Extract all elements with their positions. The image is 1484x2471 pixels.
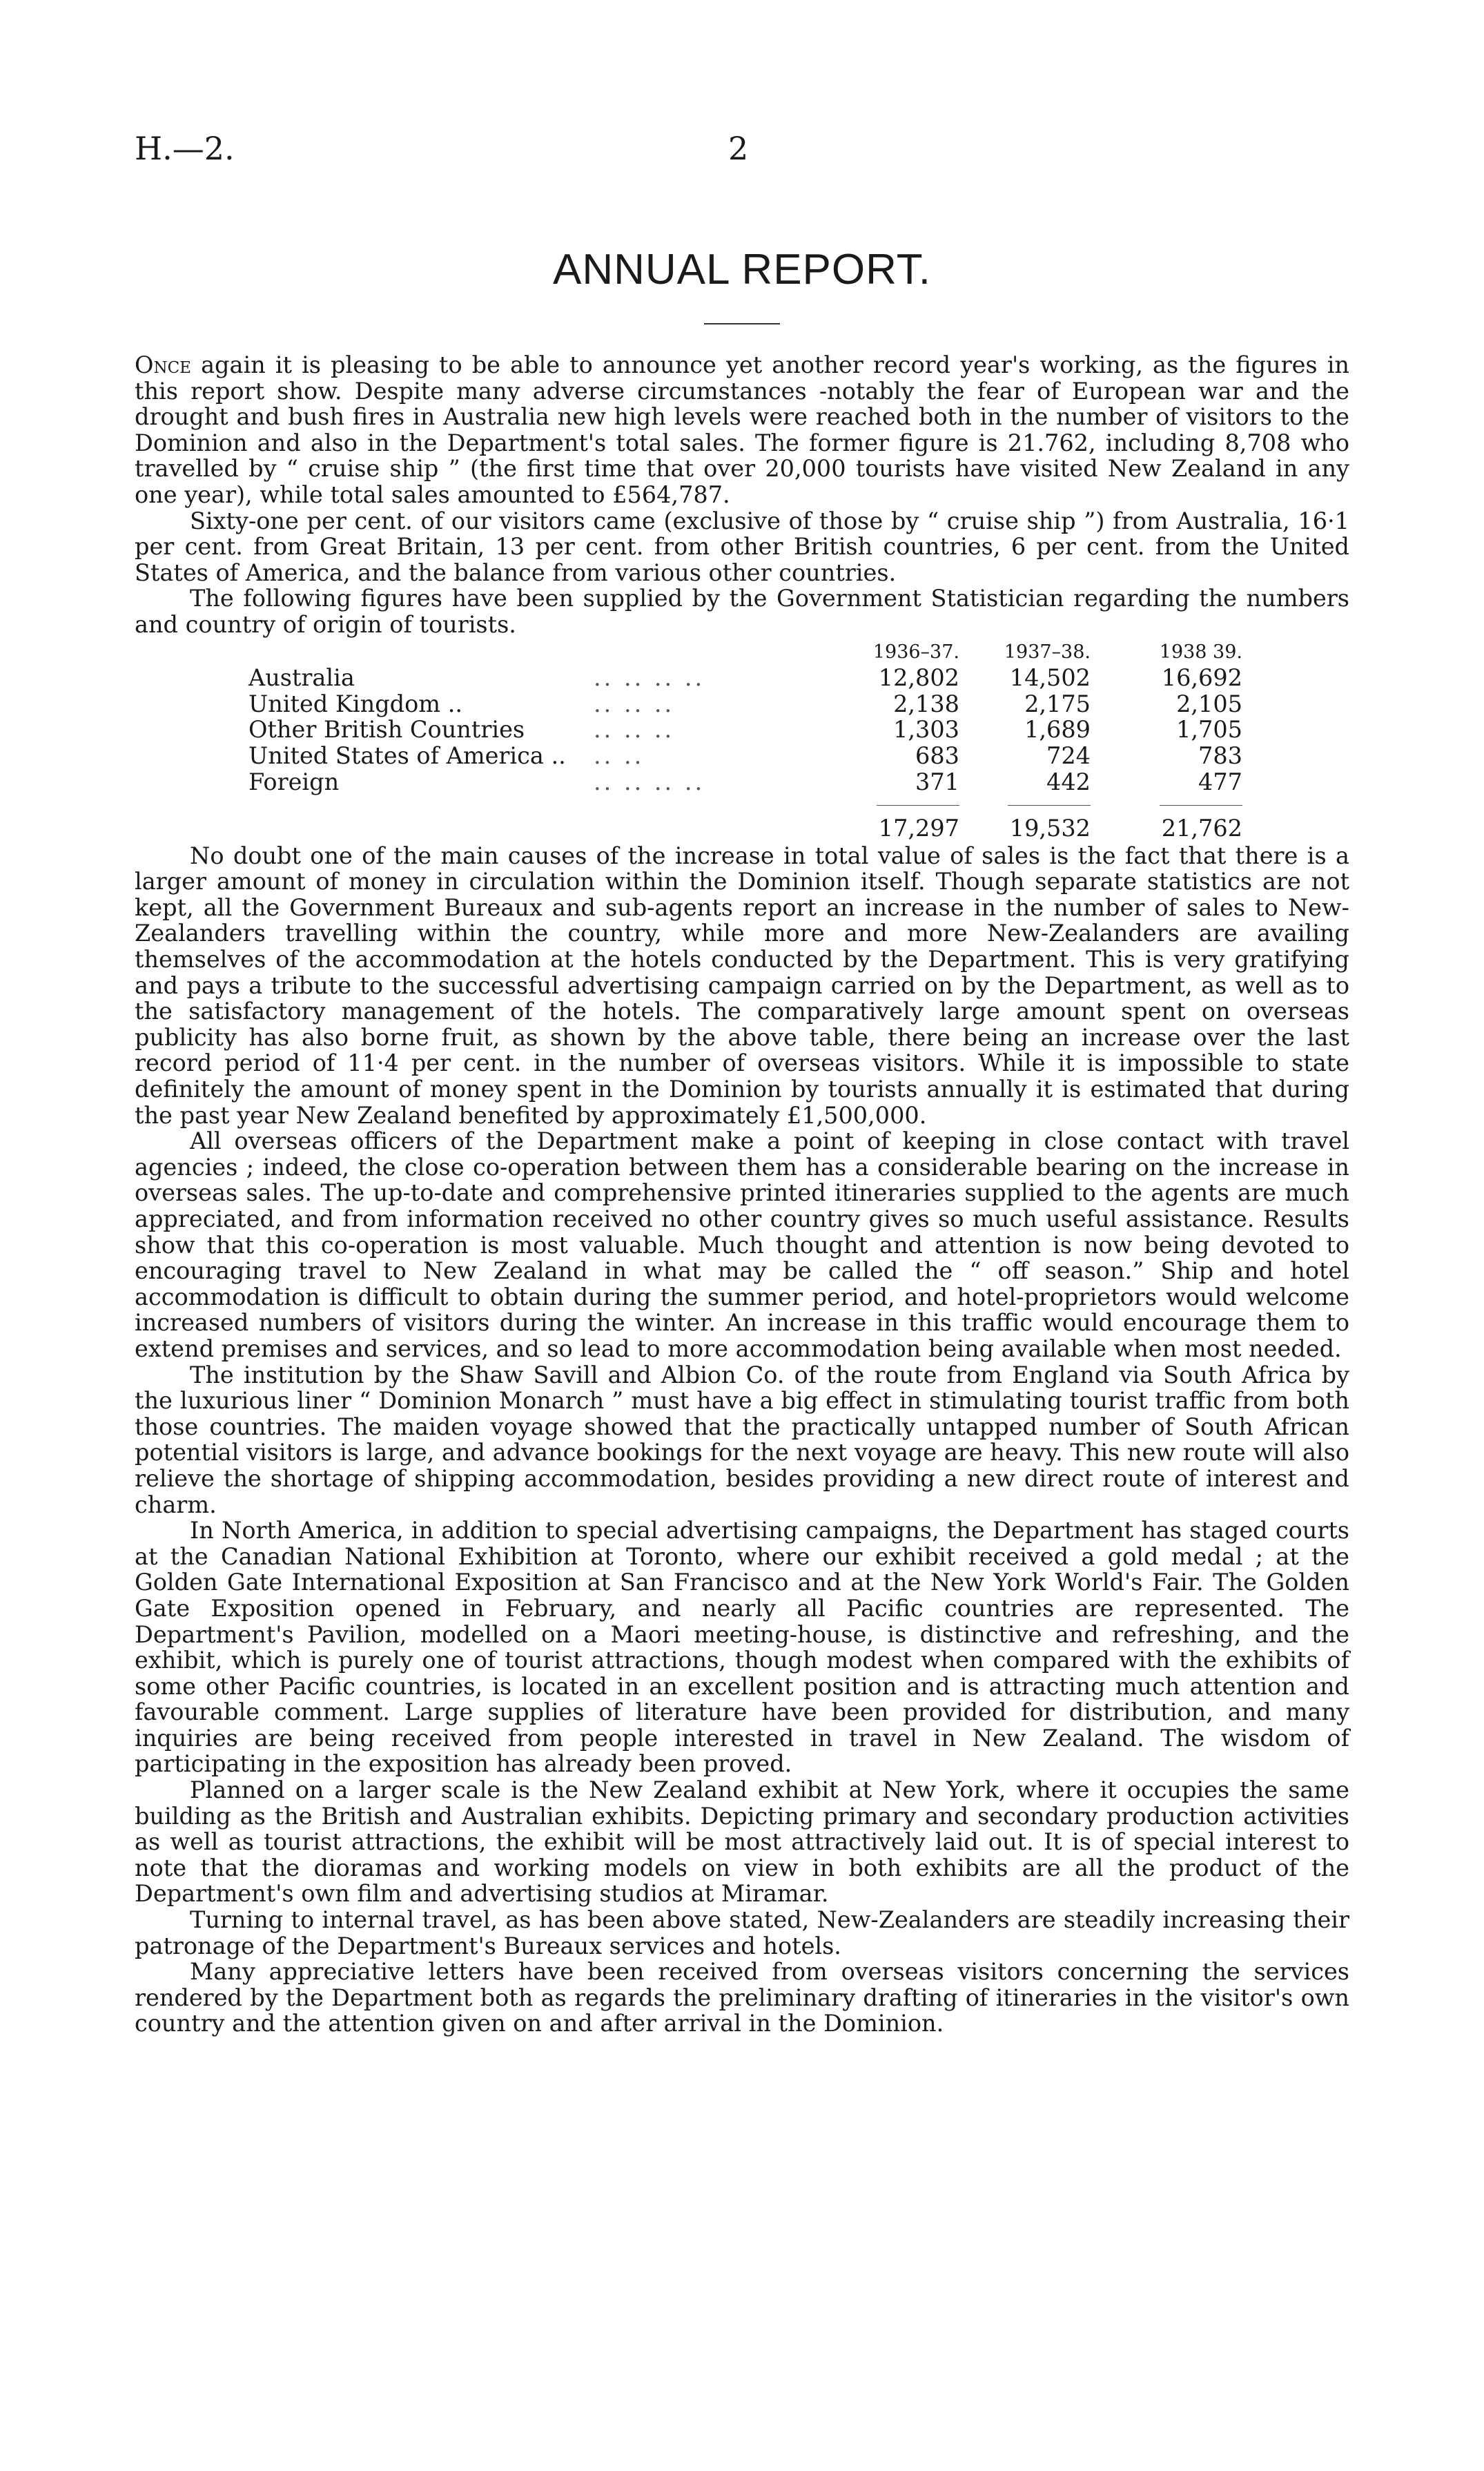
year-header: 1937–38. [1004, 641, 1091, 663]
year-header: 1936–37. [872, 641, 959, 663]
intro-text: again it is pleasing to be able to announce yet another record year's working, as the figures in this report show. Despite many adverse circumstances -notably the fear of European war and the drought and bush fires in Australia new high levels were reached both in the number of visitors to the Dominion and also in the Department's total sales. The former figure is 21.762, including 8,708 who travelled by “ cruise ship ” (the first time that over 20,000 tourists have visited New Zealand in any one year), while total sales amounted to £564,787. [135, 351, 1349, 508]
travel-agencies-paragraph: All overseas officers of the Department make a point of keeping in close contact with travel agencies ; indeed, the close co-operation between them has a considerable bearing on the increase in overseas sales. The up-to-date and comprehensive printed itineraries supplied to the agents are much appreciated, and from information received no other country gives so much useful assistance. Results show that this co-operation is most valuable. Much thought and attention is now being devoted to encouraging travel to New Zealand in what may be called the “ off season.” Ship and hotel accommodation is difficult to obtain during the summer period, and hotel-proprietors would welcome increased numbers of visitors during the winter. An increase in this traffic would encourage them to extend premises and services, and so lead to more accommodation being available when most needed. [135, 1127, 1349, 1362]
value-cell: 724 [1046, 742, 1091, 769]
intro-paragraph [135, 352, 1349, 508]
value-cell: 442 [1046, 768, 1091, 795]
total-cell: 19,532 [1009, 815, 1091, 842]
year-header: 1938 39. [1159, 641, 1242, 663]
value-cell: 2,175 [1024, 690, 1091, 717]
value-cell: 1,689 [1024, 716, 1091, 744]
country-cell: United States of America .. [248, 742, 566, 769]
country-cell: United Kingdom .. [248, 690, 462, 717]
intro-lead-word: Once [135, 351, 191, 378]
appreciative-letters-paragraph: Many appreciative letters have been received from overseas visitors concerning the services rendered by the Department both as regards the preliminary drafting of itineraries in the visitor's own country and the attention given on and after arrival in the Dominion. [135, 1958, 1349, 2037]
total-rule [1160, 805, 1242, 806]
country-cell: Foreign [248, 768, 340, 795]
value-cell: 14,502 [1009, 664, 1091, 692]
tourist-statistics-table [248, 639, 1242, 842]
total-rule [1008, 805, 1091, 806]
table-row [248, 665, 1242, 691]
table-row [248, 717, 1242, 743]
table-header-row [248, 639, 1242, 666]
leader-dots: .. .. .. .. [594, 768, 705, 795]
value-cell: 2,105 [1176, 690, 1242, 717]
leader-dots: .. .. .. [594, 690, 675, 717]
south-africa-route-paragraph: The institution by the Shaw Savill and Albion Co. of the route from England via South Africa by the luxurious liner “ Dominion Monarch ” must have a big effect in stimulating tourist traffic from both those countries. The maiden voyage showed that the practically untapped number of South African potential visitors is large, and advance bookings for the next voyage are heavy. This new route will also relieve the shortage of shipping accommodation, besides providing a new direct route of interest and charm. [135, 1361, 1349, 1518]
value-cell: 371 [915, 768, 959, 795]
page-number: 2 [728, 130, 749, 167]
leader-dots: .. .. .. .. [594, 664, 705, 692]
value-cell: 2,138 [893, 690, 959, 717]
report-reference: H.—2. [135, 130, 235, 167]
total-cell: 21,762 [1161, 815, 1242, 842]
total-rule [877, 805, 959, 806]
total-cell: 17,297 [878, 815, 959, 842]
value-cell: 783 [1198, 742, 1242, 769]
origin-paragraph: Sixty-one per cent. of our visitors came (exclusive of those by “ cruise ship ”) from Australia, 16·1 per cent. from Great Britain, 13 per cent. from other British countries, 6 per cent. from the United States of America, and the balance from various other countries. [135, 507, 1349, 586]
internal-travel-paragraph: Turning to internal travel, as has been above stated, New-Zealanders are steadily increasing their patronage of the Department's Bureaux services and hotels. [135, 1906, 1349, 1959]
statistics-intro-paragraph: The following figures have been supplied by the Government Statistician regarding the numbers and country of origin of tourists. [135, 585, 1349, 638]
value-cell: 16,692 [1161, 664, 1242, 692]
value-cell: 683 [915, 742, 959, 769]
report-body [135, 352, 1349, 2037]
north-america-paragraph: In North America, in addition to special advertising campaigns, the Department has staged courts at the Canadian National Exhibition at Toronto, where our exhibit received a gold medal ; at the Golden Gate International Exposition at San Francisco and at the New York World's Fair. The Golden Gate Exposition opened in February, and nearly all Pacific countries are represented. The Department's Pavilion, modelled on a Maori meeting-house, is distinctive and refreshing, and the exhibit, which is purely one of tourist attractions, though modest when compared with the exhibits of some other Pacific countries, is located in an excellent position and is attracting much attention and favourable comment. Large supplies of literature have been provided for distribution, and many inquiries are being received from people interested in travel in New Zealand. The wisdom of participating in the exposition has already been proved. [135, 1517, 1349, 1778]
table-total-row [248, 815, 1242, 842]
table-row [248, 691, 1242, 717]
value-cell: 1,705 [1176, 716, 1242, 744]
leader-dots: .. .. .. [594, 716, 675, 744]
country-cell: Other British Countries [248, 716, 525, 744]
total-rule-row [248, 795, 1242, 815]
table-row [248, 769, 1242, 795]
leader-dots: .. .. [594, 742, 645, 769]
value-cell: 1,303 [893, 716, 959, 744]
value-cell: 12,802 [878, 664, 959, 692]
sales-causes-paragraph: No doubt one of the main causes of the increase in total value of sales is the fact that there is a larger amount of money in circulation within the Dominion itself. Though separate statistics are not kept, all the Government Bureaux and sub-agents report an increase in the number of sales to New-Zealanders travelling within the country, while more and more New-Zealanders are availing themselves of the accommodation at the hotels conducted by the Department. This is very gratifying and pays a tribute to the successful advertising campaign carried on by the Department, as well as to the satisfactory management of the hotels. The comparatively large amount spent on overseas publicity has also borne fruit, as shown by the above table, there being an increase over the last record period of 11·4 per cent. in the number of overseas visitors. While it is impossible to state definitely the amount of money spent in the Dominion by tourists annually it is estimated that during the past year New Zealand benefited by approximately £1,500,000. [135, 842, 1349, 1129]
page-title: ANNUAL REPORT. [552, 246, 932, 293]
title-divider [704, 323, 780, 324]
table-row [248, 743, 1242, 769]
new-york-exhibit-paragraph: Planned on a larger scale is the New Zealand exhibit at New York, where it occupies the same building as the British and Australian exhibits. Depicting primary and secondary production activities as well as tourist attractions, the exhibit will be most attractively laid out. It is of special interest to note that the dioramas and working models on view in both exhibits are all the product of the Department's own film and advertising studios at Miramar. [135, 1776, 1349, 1908]
value-cell: 477 [1198, 768, 1242, 795]
country-cell: Australia [248, 664, 355, 692]
